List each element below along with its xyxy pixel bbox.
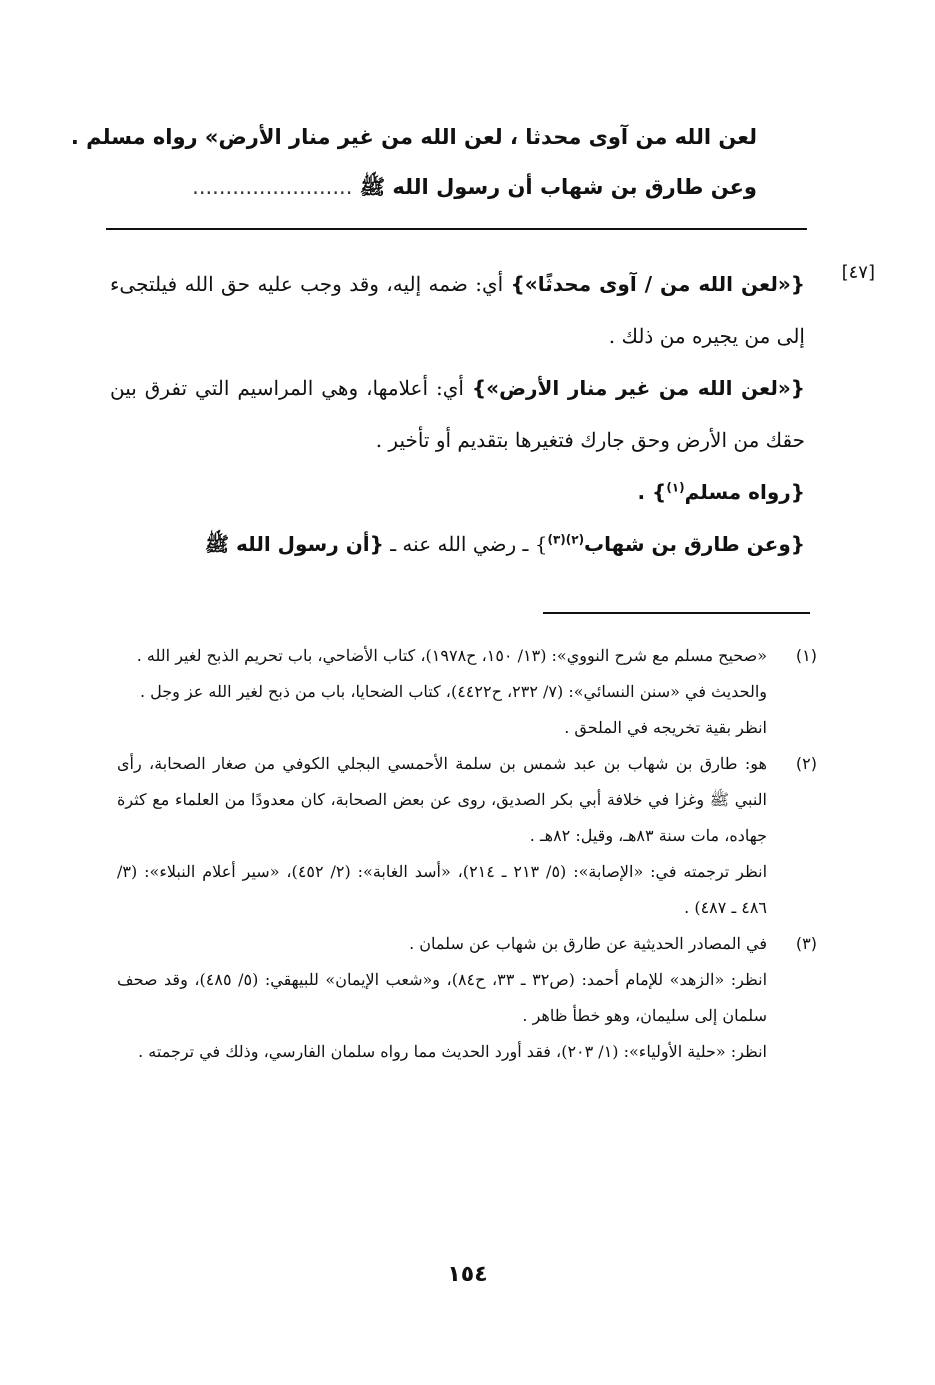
page-number: ١٥٤ [447,1262,488,1287]
commentary-paragraph-2 [110,362,805,466]
footnote-line: انظر: «الزهد» للإمام أحمد: (ص٣٢ ـ ٣٣، ح٨٤)، و«شعب الإيمان» للبيهقي: (٥/ ٤٨٥)، وقد صحف سلمان إلى سليمان، وهو خطأ ظاهر . [117,970,768,1025]
footnote-3 [117,926,817,1070]
explanation-text: } ـ رضي الله عنه ـ [383,532,548,556]
quoted-phrase-close: } . [637,480,667,504]
footnote-number: (١) [795,646,817,665]
commentary-paragraph-4 [110,518,805,570]
footnote-number: (٣) [795,934,817,953]
quoted-phrase-text: {وعن طارق بن شهاب [584,532,805,556]
footnote-line: انظر: «حلية الأولياء»: (١/ ٢٠٣)، فقد أورد الحديث مما رواه سلمان الفارسي، وذلك في ترجمته . [138,1042,767,1061]
explanation-text: أي: أعلامها، وهي المراسيم التي تفرق بين حقك من الأرض وحق جارك فتغيرها بتقديم أو تأخير . [110,376,805,452]
footnote-2 [117,746,817,926]
quoted-phrase: {«لعن الله من غير منار الأرض»} [471,376,805,400]
hadith-line-1: لعن الله من آوى محدثا ، لعن الله من غير منار الأرض» رواه مسلم . [70,125,757,149]
quoted-phrase: {«لعن الله من / آوى محدثًا»} [510,272,805,296]
footnote-line: هو: طارق بن شهاب بن عبد شمس بن سلمة الأحمسي البجلي الكوفي من صغار الصحابة، رأى النبي ﷺ وغزا في خلافة أبي بكر الصديق، روى عن بعض الصحابة، كان معدودًا من العلماء مع كثرة جهاده، مات سنة ٨٣هـ، وقيل: ٨٢هـ . [117,754,768,845]
footnote-line: انظر ترجمته في: «الإصابة»: (٥/ ٢١٣ ـ ٢١٤)، «أسد الغابة»: (٢/ ٤٥٢)، «سير أعلام النبلاء»: (٣/ ٤٨٦ ـ ٤٨٧) . [117,862,768,917]
hadith-line-2-text: وعن طارق بن شهاب أن رسول الله ﷺ [359,175,757,199]
quoted-phrase [547,532,805,556]
explanation-text: أي: ضمه إليه، وقد وجب عليه حق الله فيلتجىء إلى من يجيره من ذلك . [110,272,805,348]
footnote-number: (٢) [795,754,817,773]
quoted-phrase: {أن رسول الله ﷺ [204,532,384,556]
footnote-line: «صحيح مسلم مع شرح النووي»: (١٣/ ١٥٠، ح١٩٧٨)، كتاب الأضاحي، باب تحريم الذبح لغير الله . [136,646,767,665]
footnote-line: في المصادر الحديثية عن طارق بن شهاب عن سلمان . [409,934,767,953]
quoted-phrase [638,480,806,504]
matn-separator-rule [106,228,807,230]
paragraph-number: [٤٧] [841,262,875,283]
hadith-text [70,112,757,212]
footnotes [117,638,817,1070]
footnote-ref[interactable]: (٢)(٣) [547,532,585,547]
quoted-phrase-text: {رواه مسلم [684,480,805,504]
footnote-line: انظر بقية تخريجه في الملحق . [564,718,767,737]
commentary [110,258,805,570]
footnote-1 [117,638,817,746]
footnote-line: والحديث في «سنن النسائي»: (٧/ ٢٣٢، ح٤٤٢٢)، كتاب الضحايا، باب من ذبح لغير الله عز وجل . [139,682,767,701]
footnote-ref[interactable]: (١) [666,480,685,495]
commentary-paragraph-3 [110,466,805,518]
hadith-line-2 [107,162,757,212]
continuation-dots: ........................ [192,175,353,199]
footnote-separator-rule [543,612,810,614]
commentary-paragraph-1 [110,258,805,362]
